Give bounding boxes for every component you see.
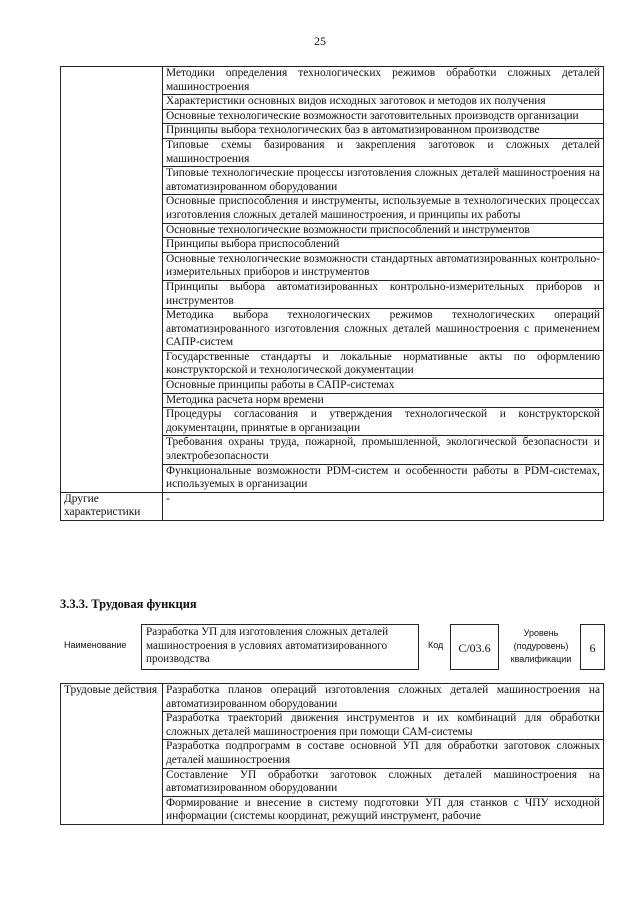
table-cell: Принципы выбора технологических баз в автоматизированном производстве bbox=[163, 124, 604, 139]
table-cell: Принципы выбора приспособлений bbox=[163, 238, 604, 253]
table-cell: Основные технологические возможности приспособлений и инструментов bbox=[163, 223, 604, 238]
table-cell: Требования охраны труда, пожарной, промышленной, экологической безопасности и электробезопасности bbox=[163, 436, 604, 464]
other-characteristics-value: - bbox=[163, 492, 604, 520]
qualification-level-label: Уровень (подуровень) квалификации bbox=[510, 628, 572, 664]
code-value-box: С/03.6 bbox=[450, 624, 499, 670]
labor-actions-label: Трудовые действия bbox=[61, 684, 163, 825]
table-cell: Методики определения технологических режимов обработки сложных деталей машиностроения bbox=[163, 67, 604, 95]
table-cell: Государственные стандарты и локальные нормативные акты по оформлению конструкторской и технологической документации bbox=[163, 350, 604, 378]
table-cell: Основные технологические возможности заготовительных производств организации bbox=[163, 109, 604, 124]
table-cell: Функциональные возможности PDM-систем и особенности работы в PDM-системах, используемых в организации bbox=[163, 464, 604, 492]
knowledge-table bbox=[60, 66, 604, 521]
table-row bbox=[61, 684, 604, 712]
table-cell: Процедуры согласования и утверждения технологической и конструкторской документации, принятые в организации bbox=[163, 408, 604, 436]
table-cell: Основные принципы работы в САПР-системах bbox=[163, 379, 604, 394]
table-row bbox=[61, 67, 604, 95]
function-name-box: Разработка УП для изготовления сложных деталей машиностроения в условиях автоматизированного производства bbox=[141, 624, 419, 670]
table-cell: Принципы выбора автоматизированных контрольно-измерительных приборов и инструментов bbox=[163, 280, 604, 308]
table-cell: Разработка подпрограмм в составе основной УП для обработки заготовок сложных деталей машиностроения bbox=[163, 740, 604, 768]
qualification-level-box: 6 bbox=[580, 624, 605, 670]
table-cell: Составление УП обработки заготовок сложных деталей машиностроения на автоматизированном оборудовании bbox=[163, 768, 604, 796]
table-cell: Разработка планов операций изготовления сложных деталей машиностроения на автоматизированном оборудовании bbox=[163, 684, 604, 712]
table-cell: Характеристики основных видов исходных заготовок и методов их получения bbox=[163, 95, 604, 110]
table-cell: Типовые схемы базирования и закрепления заготовок и сложных деталей машиностроения bbox=[163, 138, 604, 166]
table-cell: Методика выбора технологических режимов технологических операций автоматизированного изготовления сложных деталей машиностроения с применением САПР-систем bbox=[163, 309, 604, 351]
code-label: Код bbox=[428, 640, 444, 650]
page-number: 25 bbox=[314, 34, 326, 48]
table-cell: Разработка траекторий движения инструментов и их комбинаций для обработки сложных деталей машиностроения при помощи САМ-системы bbox=[163, 712, 604, 740]
table-cell: Методика расчета норм времени bbox=[163, 393, 604, 408]
table-row bbox=[61, 492, 604, 520]
table-cell: Основные приспособления и инструменты, используемые в технологических процессах изготовления сложных деталей машиностроения, и принципы их работы bbox=[163, 195, 604, 223]
labor-actions-table bbox=[60, 683, 604, 825]
other-characteristics-label: Другие характеристики bbox=[61, 492, 163, 520]
empty-label-cell bbox=[61, 67, 163, 493]
table-cell: Типовые технологические процессы изготовления сложных деталей машиностроения на автоматизированном оборудовании bbox=[163, 167, 604, 195]
table-cell: Формирование и внесение в систему подготовки УП для станков с ЧПУ исходной информации (системы координат, режущий инструмент, рабочие bbox=[163, 796, 604, 824]
section-heading: 3.3.3. Трудовая функция bbox=[60, 597, 197, 611]
name-label: Наименование bbox=[64, 640, 127, 650]
table-cell: Основные технологические возможности стандартных автоматизированных контрольно-измерительных приборов и инструментов bbox=[163, 252, 604, 280]
